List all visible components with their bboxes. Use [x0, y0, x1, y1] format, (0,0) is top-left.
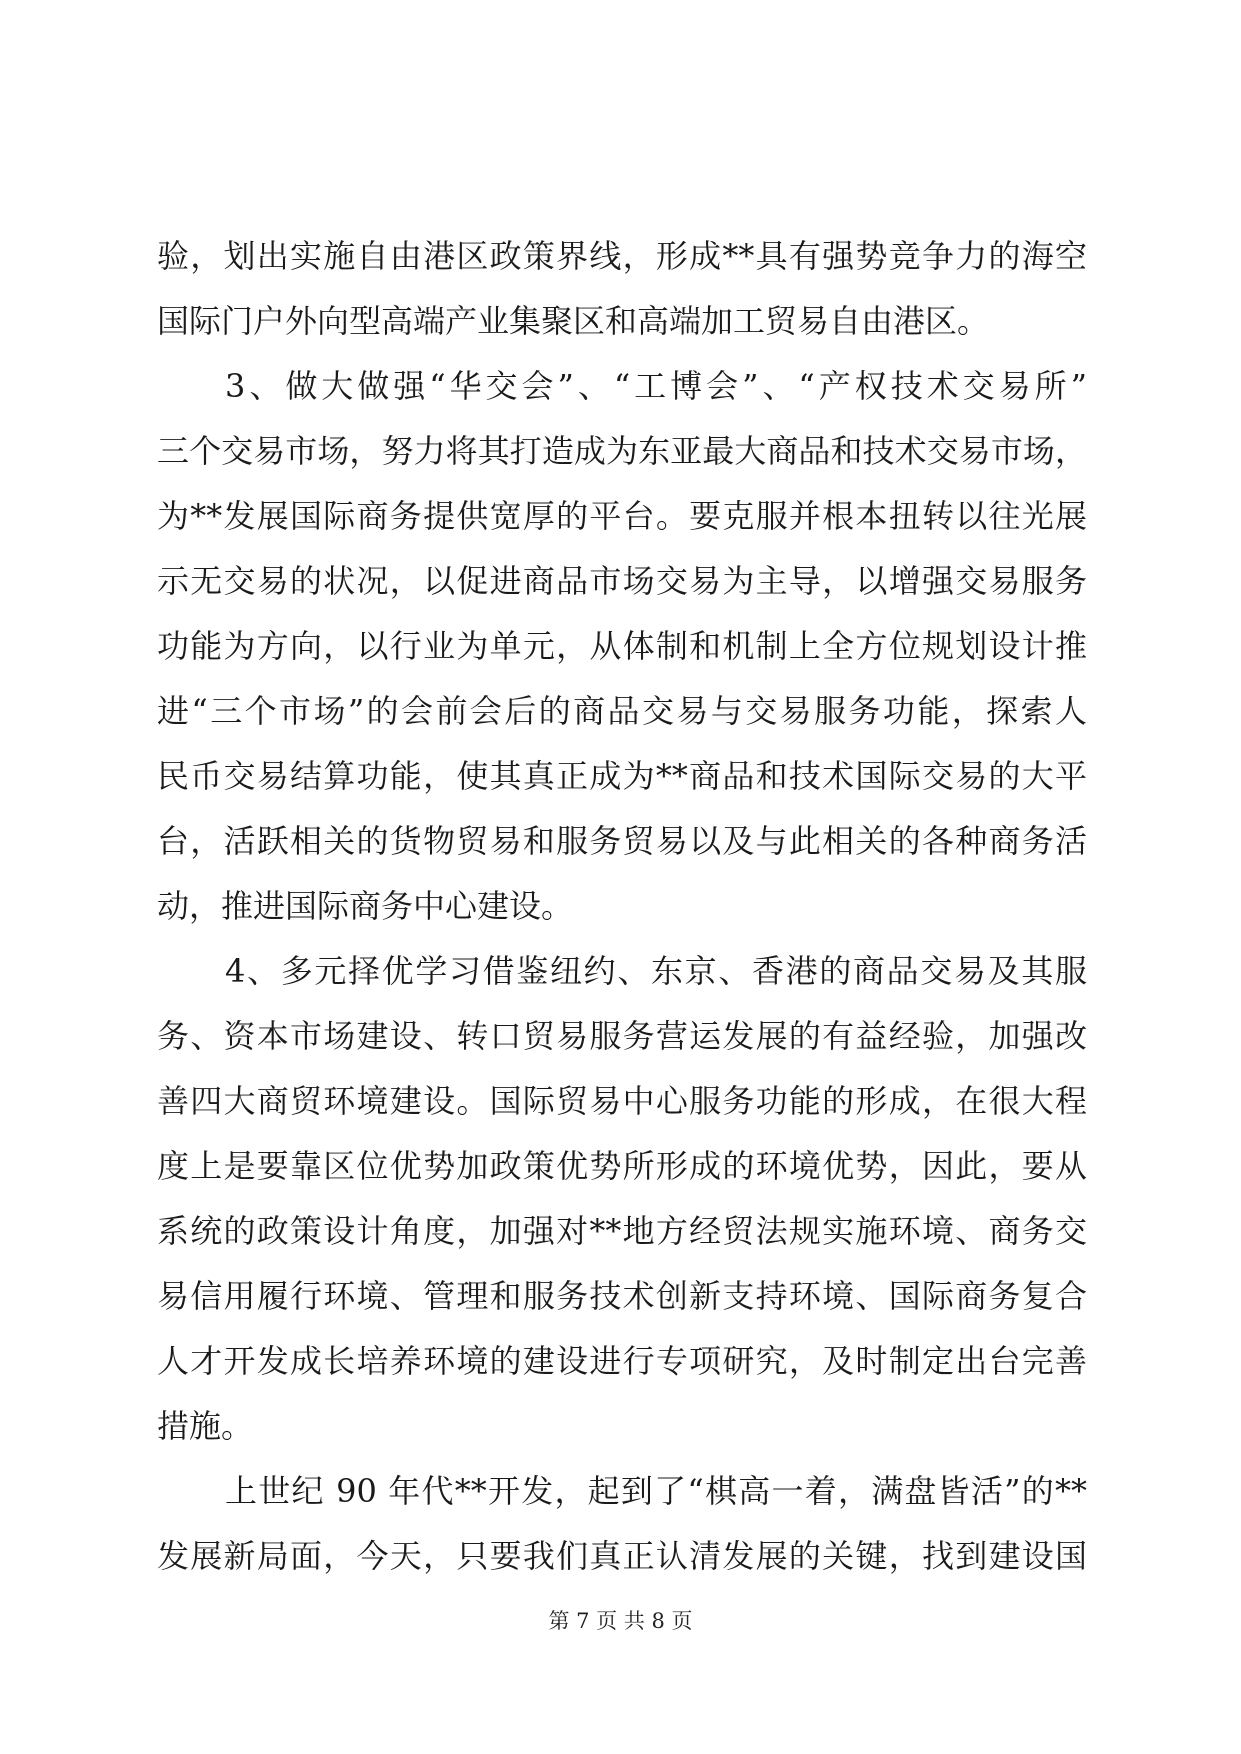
text-line: 示无交易的状况，以促进商品市场交易为主导，以增强交易服务 [157, 562, 1087, 600]
text-line: 国际门户外向型高端产业集聚区和高端加工贸易自由港区。 [157, 302, 990, 340]
text-line: 验，划出实施自由港区政策界线，形成**具有强势竞争力的海空 [157, 237, 1087, 275]
text-line: 务、资本市场建设、转口贸易服务营运发展的有益经验，加强改 [157, 1017, 1087, 1055]
paragraph-start-line: 4、多元择优学习借鉴纽约、东京、香港的商品交易及其服 [225, 952, 1087, 990]
text-line: 系统的政策设计角度，加强对**地方经贸法规实施环境、商务交 [157, 1212, 1087, 1250]
text-line: 人才开发成长培养环境的建设进行专项研究，及时制定出台完善 [157, 1342, 1087, 1380]
text-line: 措施。 [157, 1407, 254, 1445]
text-line: 台，活跃相关的货物贸易和服务贸易以及与此相关的各种商务活 [157, 822, 1087, 860]
page-number-footer: 第 7 页 共 8 页 [548, 1609, 693, 1633]
text-line: 善四大商贸环境建设。国际贸易中心服务功能的形成，在很大程 [157, 1082, 1087, 1120]
text-line: 发展新局面，今天，只要我们真正认清发展的关键，找到建设国 [157, 1537, 1087, 1575]
paragraph-start-line: 3、做大做强“华交会”、“工博会”、“产权技术交易所” [225, 367, 1087, 405]
text-line: 功能为方向，以行业为单元，从体制和机制上全方位规划设计推 [157, 627, 1087, 665]
text-line: 为**发展国际商务提供宽厚的平台。要克服并根本扭转以往光展 [157, 497, 1087, 535]
document-body [157, 224, 1087, 1589]
text-line: 度上是要靠区位优势加政策优势所形成的环境优势，因此，要从 [157, 1147, 1087, 1185]
text-line: 三个交易市场，努力将其打造成为东亚最大商品和技术交易市场， [157, 432, 1087, 470]
text-line: 动，推进国际商务中心建设。 [157, 887, 574, 925]
text-line: 进“三个市场”的会前会后的商品交易与交易服务功能，探索人 [157, 692, 1087, 730]
text-line: 易信用履行环境、管理和服务技术创新支持环境、国际商务复合 [157, 1277, 1087, 1315]
paragraph-start-line: 上世纪 90 年代**开发，起到了“棋高一着，满盘皆活”的** [225, 1472, 1087, 1510]
text-line: 民币交易结算功能，使其真正成为**商品和技术国际交易的大平 [157, 757, 1087, 795]
